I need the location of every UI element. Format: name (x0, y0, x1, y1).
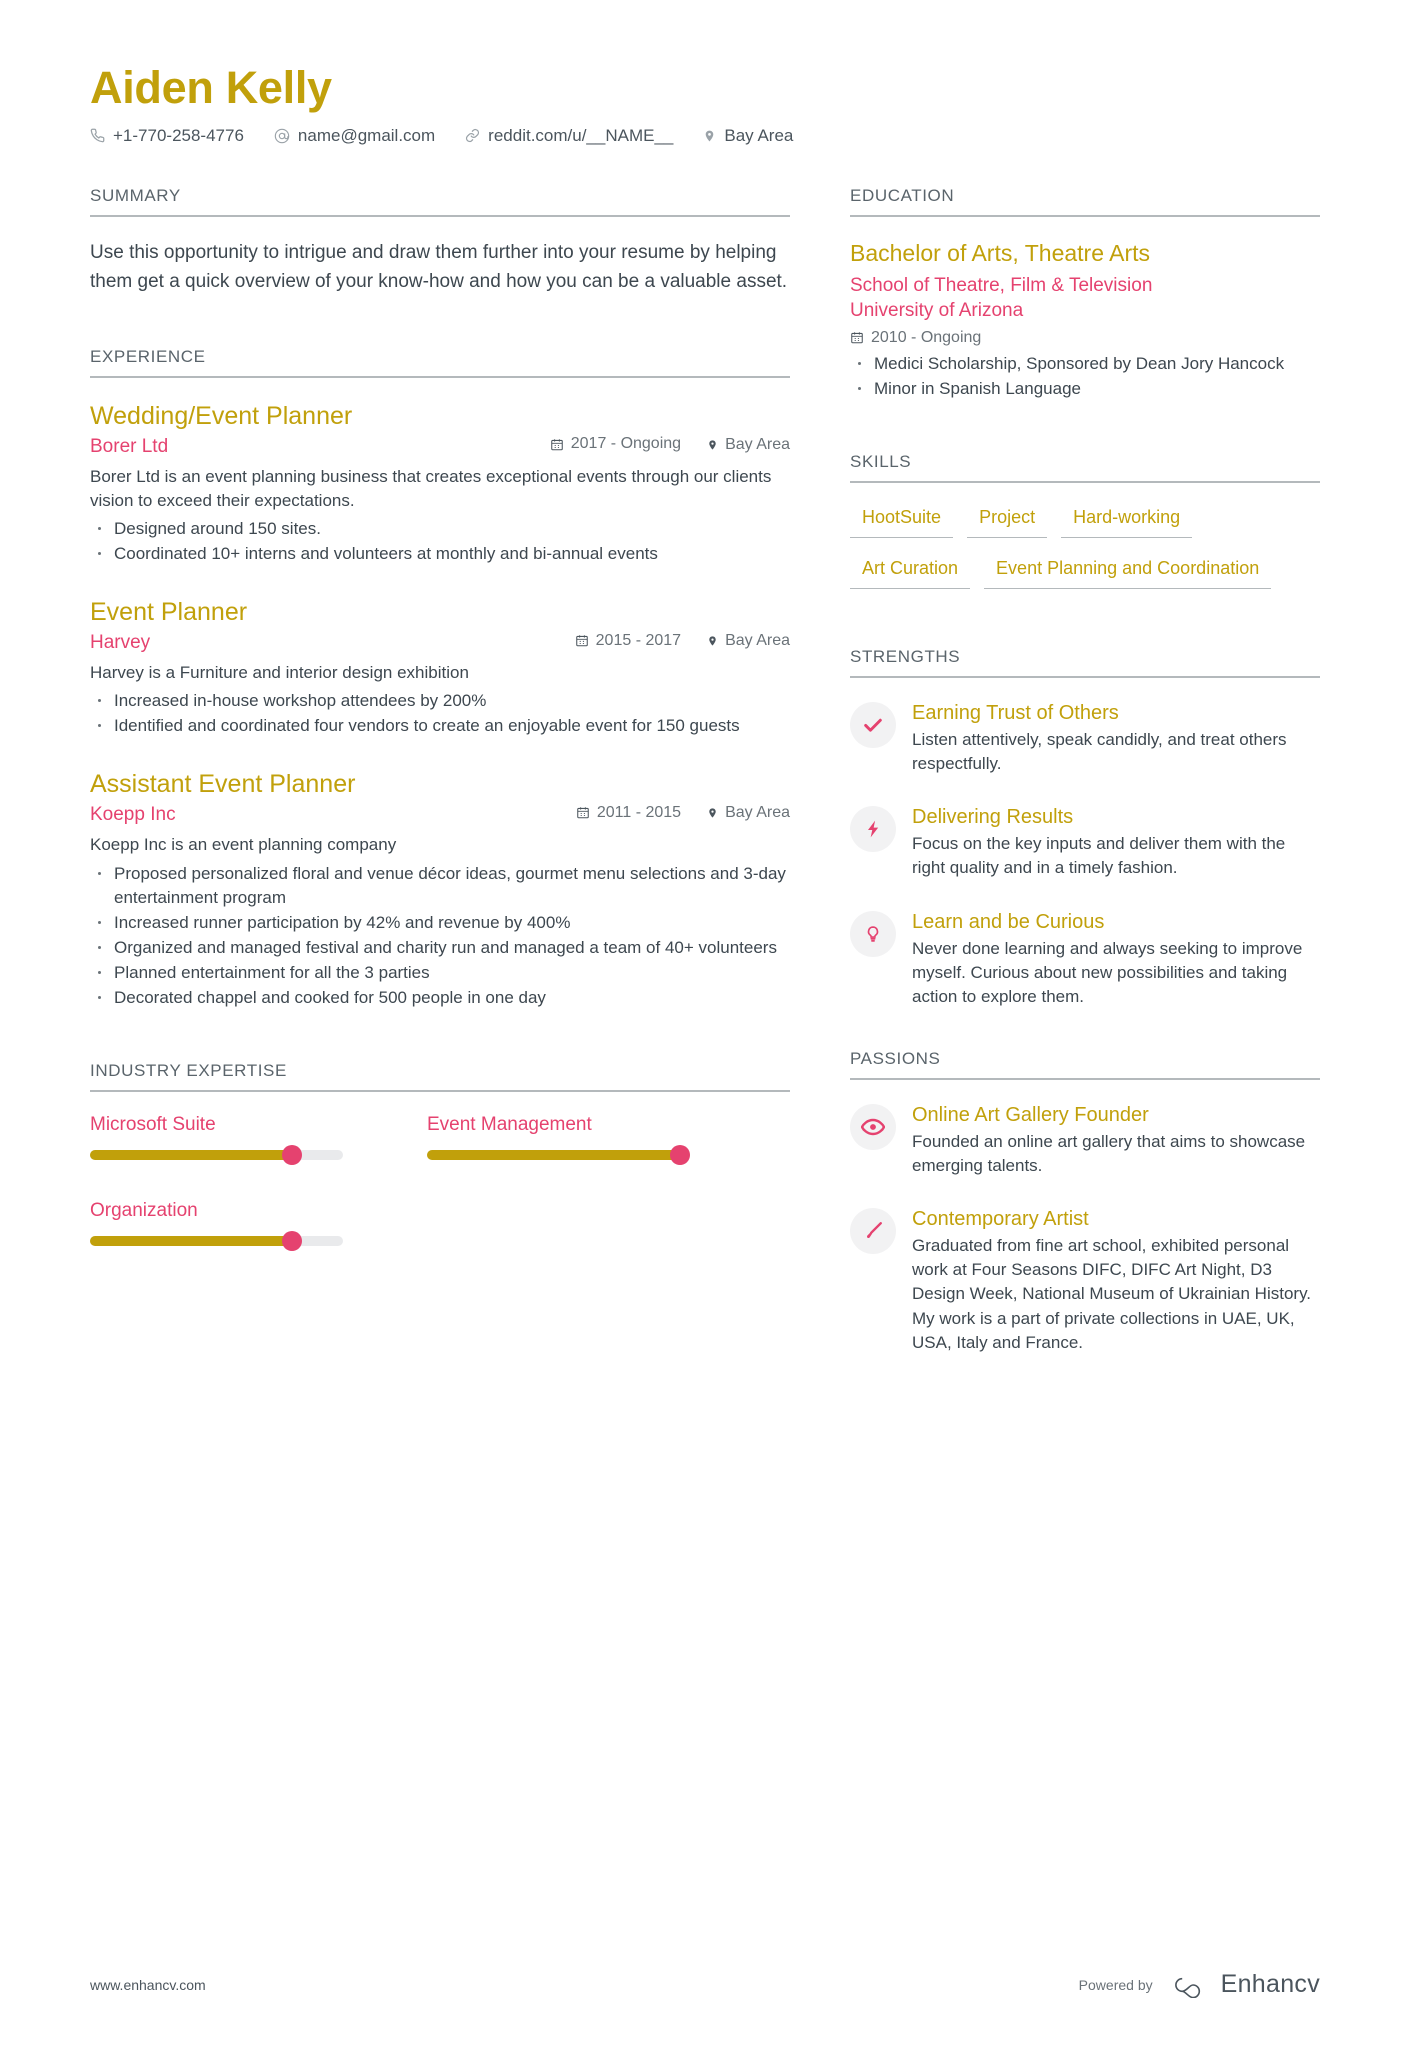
strength-item (850, 804, 1320, 880)
passion-title: Contemporary Artist (912, 1208, 1089, 1231)
education-school-line1: School of Theatre, Film & Television (850, 274, 1153, 296)
section-strengths (850, 647, 1320, 1009)
experience-heading: EXPERIENCE (90, 347, 790, 378)
expertise-item (90, 1114, 385, 1160)
job-bullet: Organized and managed festival and charity run and managed a team of 40+ volunteers (90, 936, 790, 960)
industry-expertise-heading: INDUSTRY EXPERTISE (90, 1061, 790, 1092)
left-column (90, 186, 790, 1287)
spacer (90, 1011, 790, 1061)
right-column (850, 186, 1320, 1355)
lightning-icon (850, 806, 896, 852)
slider-knob[interactable] (282, 1145, 302, 1165)
job-description: Koepp Inc is an event planning company (90, 835, 397, 855)
location-icon (703, 128, 716, 144)
passions-heading: PASSIONS (850, 1049, 1320, 1080)
calendar-icon (576, 805, 590, 820)
job-meta (90, 804, 790, 827)
strength-title: Earning Trust of Others (912, 702, 1119, 725)
section-industry-expertise (90, 1061, 790, 1286)
job-dates (575, 632, 681, 650)
contact-email[interactable] (274, 126, 435, 146)
job-bullet: Coordinated 10+ interns and volunteers at monthly and bi-annual events (90, 542, 790, 566)
strength-body (912, 909, 1320, 1009)
contact-location[interactable] (703, 126, 793, 146)
expertise-label: Microsoft Suite (90, 1114, 216, 1136)
passion-description: Founded an online art gallery that aims to showcase emerging talents. (912, 1131, 1306, 1176)
skill-chip[interactable]: HootSuite (850, 505, 953, 538)
body-columns (90, 186, 1320, 1355)
expertise-item (427, 1114, 722, 1160)
contact-link-text: reddit.com/u/__NAME__ (488, 125, 674, 145)
job-bullet: Decorated chappel and cooked for 500 people in one day (90, 986, 790, 1010)
section-education (850, 186, 1320, 401)
job-location (707, 632, 790, 650)
strength-item (850, 700, 1320, 776)
passion-body (912, 1102, 1320, 1178)
expertise-slider[interactable] (90, 1236, 343, 1246)
strengths-heading: STRENGTHS (850, 647, 1320, 678)
expertise-label: Organization (90, 1200, 198, 1222)
job-title: Wedding/Event Planner (90, 401, 353, 430)
job-title: Event Planner (90, 598, 248, 626)
experience-item (90, 596, 790, 738)
job-meta (90, 632, 790, 655)
section-summary (90, 186, 790, 297)
paintbrush-icon (850, 1208, 896, 1254)
job-bullets (90, 517, 790, 566)
link-icon (465, 128, 480, 143)
expertise-grid (90, 1114, 790, 1286)
job-bullet: Proposed personalized floral and venue décor ideas, gourmet menu selections and 3-day entertainment program (90, 862, 790, 910)
contact-email-text: name@gmail.com (297, 125, 436, 145)
education-school (850, 273, 1320, 323)
location-icon (707, 806, 718, 820)
email-icon (274, 128, 290, 144)
job-description: Harvey is a Furniture and interior design exhibition (90, 663, 469, 682)
page-title: Aiden Kelly (90, 62, 332, 113)
footer-url[interactable]: www.enhancv.com (90, 1976, 206, 1993)
resume-page (0, 62, 1410, 2057)
slider-fill (90, 1150, 292, 1160)
strength-description: Listen attentively, speak candidly, and treat others respectfully. (912, 730, 1287, 774)
infinity-icon (1175, 1972, 1211, 1998)
job-dates (550, 435, 681, 453)
check-icon (850, 702, 896, 748)
skill-chip[interactable]: Art Curation (850, 556, 970, 589)
job-description: Borer Ltd is an event planning business that creates exceptional events through our clients vision to exceed their expectations. (90, 466, 772, 510)
spacer (850, 402, 1320, 452)
education-dates (850, 329, 1320, 347)
education-bullet: Medici Scholarship, Sponsored by Dean Jory Hancock (850, 352, 1320, 376)
calendar-icon (575, 633, 589, 648)
calendar-icon (550, 437, 564, 452)
passion-body (912, 1206, 1320, 1355)
spacer (850, 607, 1320, 647)
strength-item (850, 909, 1320, 1009)
job-company: Borer Ltd (90, 435, 169, 457)
education-heading: EDUCATION (850, 186, 1320, 217)
slider-knob[interactable] (282, 1231, 302, 1251)
job-dates-text: 2011 - 2015 (596, 803, 682, 821)
skills-heading: SKILLS (850, 452, 1320, 483)
job-bullet: Planned entertainment for all the 3 parties (90, 961, 790, 985)
contact-phone[interactable] (90, 126, 244, 146)
slider-fill (427, 1150, 680, 1160)
strength-title: Learn and be Curious (912, 910, 1105, 933)
spacer (850, 1009, 1320, 1049)
job-dates (576, 804, 681, 822)
section-skills (850, 452, 1320, 607)
skill-chip[interactable]: Project (967, 505, 1047, 538)
strength-description: Never done learning and always seeking to improve myself. Curious about new possibilities and taking action to explore them. (912, 938, 1303, 1006)
section-passions (850, 1049, 1320, 1355)
job-bullet: Designed around 150 sites. (90, 517, 790, 541)
skill-chip[interactable]: Hard-working (1061, 505, 1192, 538)
job-location-text: Bay Area (725, 632, 790, 649)
education-bullet: Minor in Spanish Language (850, 377, 1320, 401)
job-company: Koepp Inc (90, 804, 176, 826)
job-bullets (90, 862, 790, 1011)
expertise-slider[interactable] (427, 1150, 680, 1160)
brand-name: Enhancv (1220, 1970, 1320, 1998)
skill-chip[interactable]: Event Planning and Coordination (984, 556, 1271, 589)
job-bullets (90, 689, 790, 738)
summary-heading: SUMMARY (90, 186, 790, 217)
job-location-text: Bay Area (725, 804, 790, 822)
passion-item (850, 1102, 1320, 1178)
job-bullet: Increased in-house workshop attendees by 200% (90, 689, 790, 713)
education-item (850, 239, 1320, 401)
phone-icon (90, 128, 105, 143)
education-dates-text: 2010 - Ongoing (871, 328, 982, 346)
calendar-icon (850, 330, 864, 345)
summary-text: Use this opportunity to intrigue and draw them further into your resume by helping them get a quick overview of your know-how and how you can be a valuable asset. (90, 241, 788, 292)
slider-fill (90, 1236, 292, 1246)
slider-knob[interactable] (670, 1145, 690, 1165)
job-title: Assistant Event Planner (90, 770, 356, 799)
job-bullet: Identified and coordinated four vendors to create an enjoyable event for 150 guests (90, 714, 790, 738)
education-school-line2: University of Arizona (850, 299, 1024, 321)
spacer (90, 297, 790, 347)
location-icon (707, 438, 718, 452)
strength-title: Delivering Results (912, 806, 1074, 829)
section-experience (90, 347, 790, 1011)
job-company: Harvey (90, 632, 151, 653)
experience-item (90, 768, 790, 1010)
experience-item (90, 400, 790, 567)
education-degree: Bachelor of Arts, Theatre Arts (850, 239, 1150, 266)
passion-title: Online Art Gallery Founder (912, 1103, 1149, 1126)
strength-description: Focus on the key inputs and deliver them with the right quality and in a timely fashion. (912, 834, 1286, 878)
contact-location-text: Bay Area (724, 125, 794, 145)
contact-phone-text: +1-770-258-4776 (113, 125, 244, 145)
job-bullet: Increased runner participation by 42% and revenue by 400% (90, 911, 790, 935)
expertise-label: Event Management (427, 1114, 592, 1136)
powered-by-label: Powered by (1078, 1976, 1153, 1993)
job-location (707, 804, 790, 822)
expertise-item (90, 1200, 385, 1246)
contact-row (90, 126, 1320, 146)
location-icon (707, 634, 718, 648)
strength-body (912, 700, 1320, 776)
eye-icon (850, 1104, 896, 1150)
job-meta (90, 435, 790, 458)
passion-description: Graduated from fine art school, exhibited personal work at Four Seasons DIFC, DIFC Art Night, D3 Design Week, National Museum of Ukrainian History. My work is a part of private collections in UAE, UK, USA, Italy and France. (912, 1236, 1312, 1352)
expertise-slider[interactable] (90, 1150, 343, 1160)
job-location-text: Bay Area (725, 435, 790, 453)
passion-item (850, 1206, 1320, 1355)
job-location (707, 436, 790, 454)
skills-list (850, 505, 1320, 607)
strength-body (912, 804, 1320, 880)
job-dates-text: 2017 - Ongoing (570, 435, 682, 452)
lightbulb-icon (850, 911, 896, 957)
education-bullets (850, 352, 1320, 401)
job-dates-text: 2015 - 2017 (595, 631, 682, 649)
contact-link[interactable] (465, 126, 673, 146)
